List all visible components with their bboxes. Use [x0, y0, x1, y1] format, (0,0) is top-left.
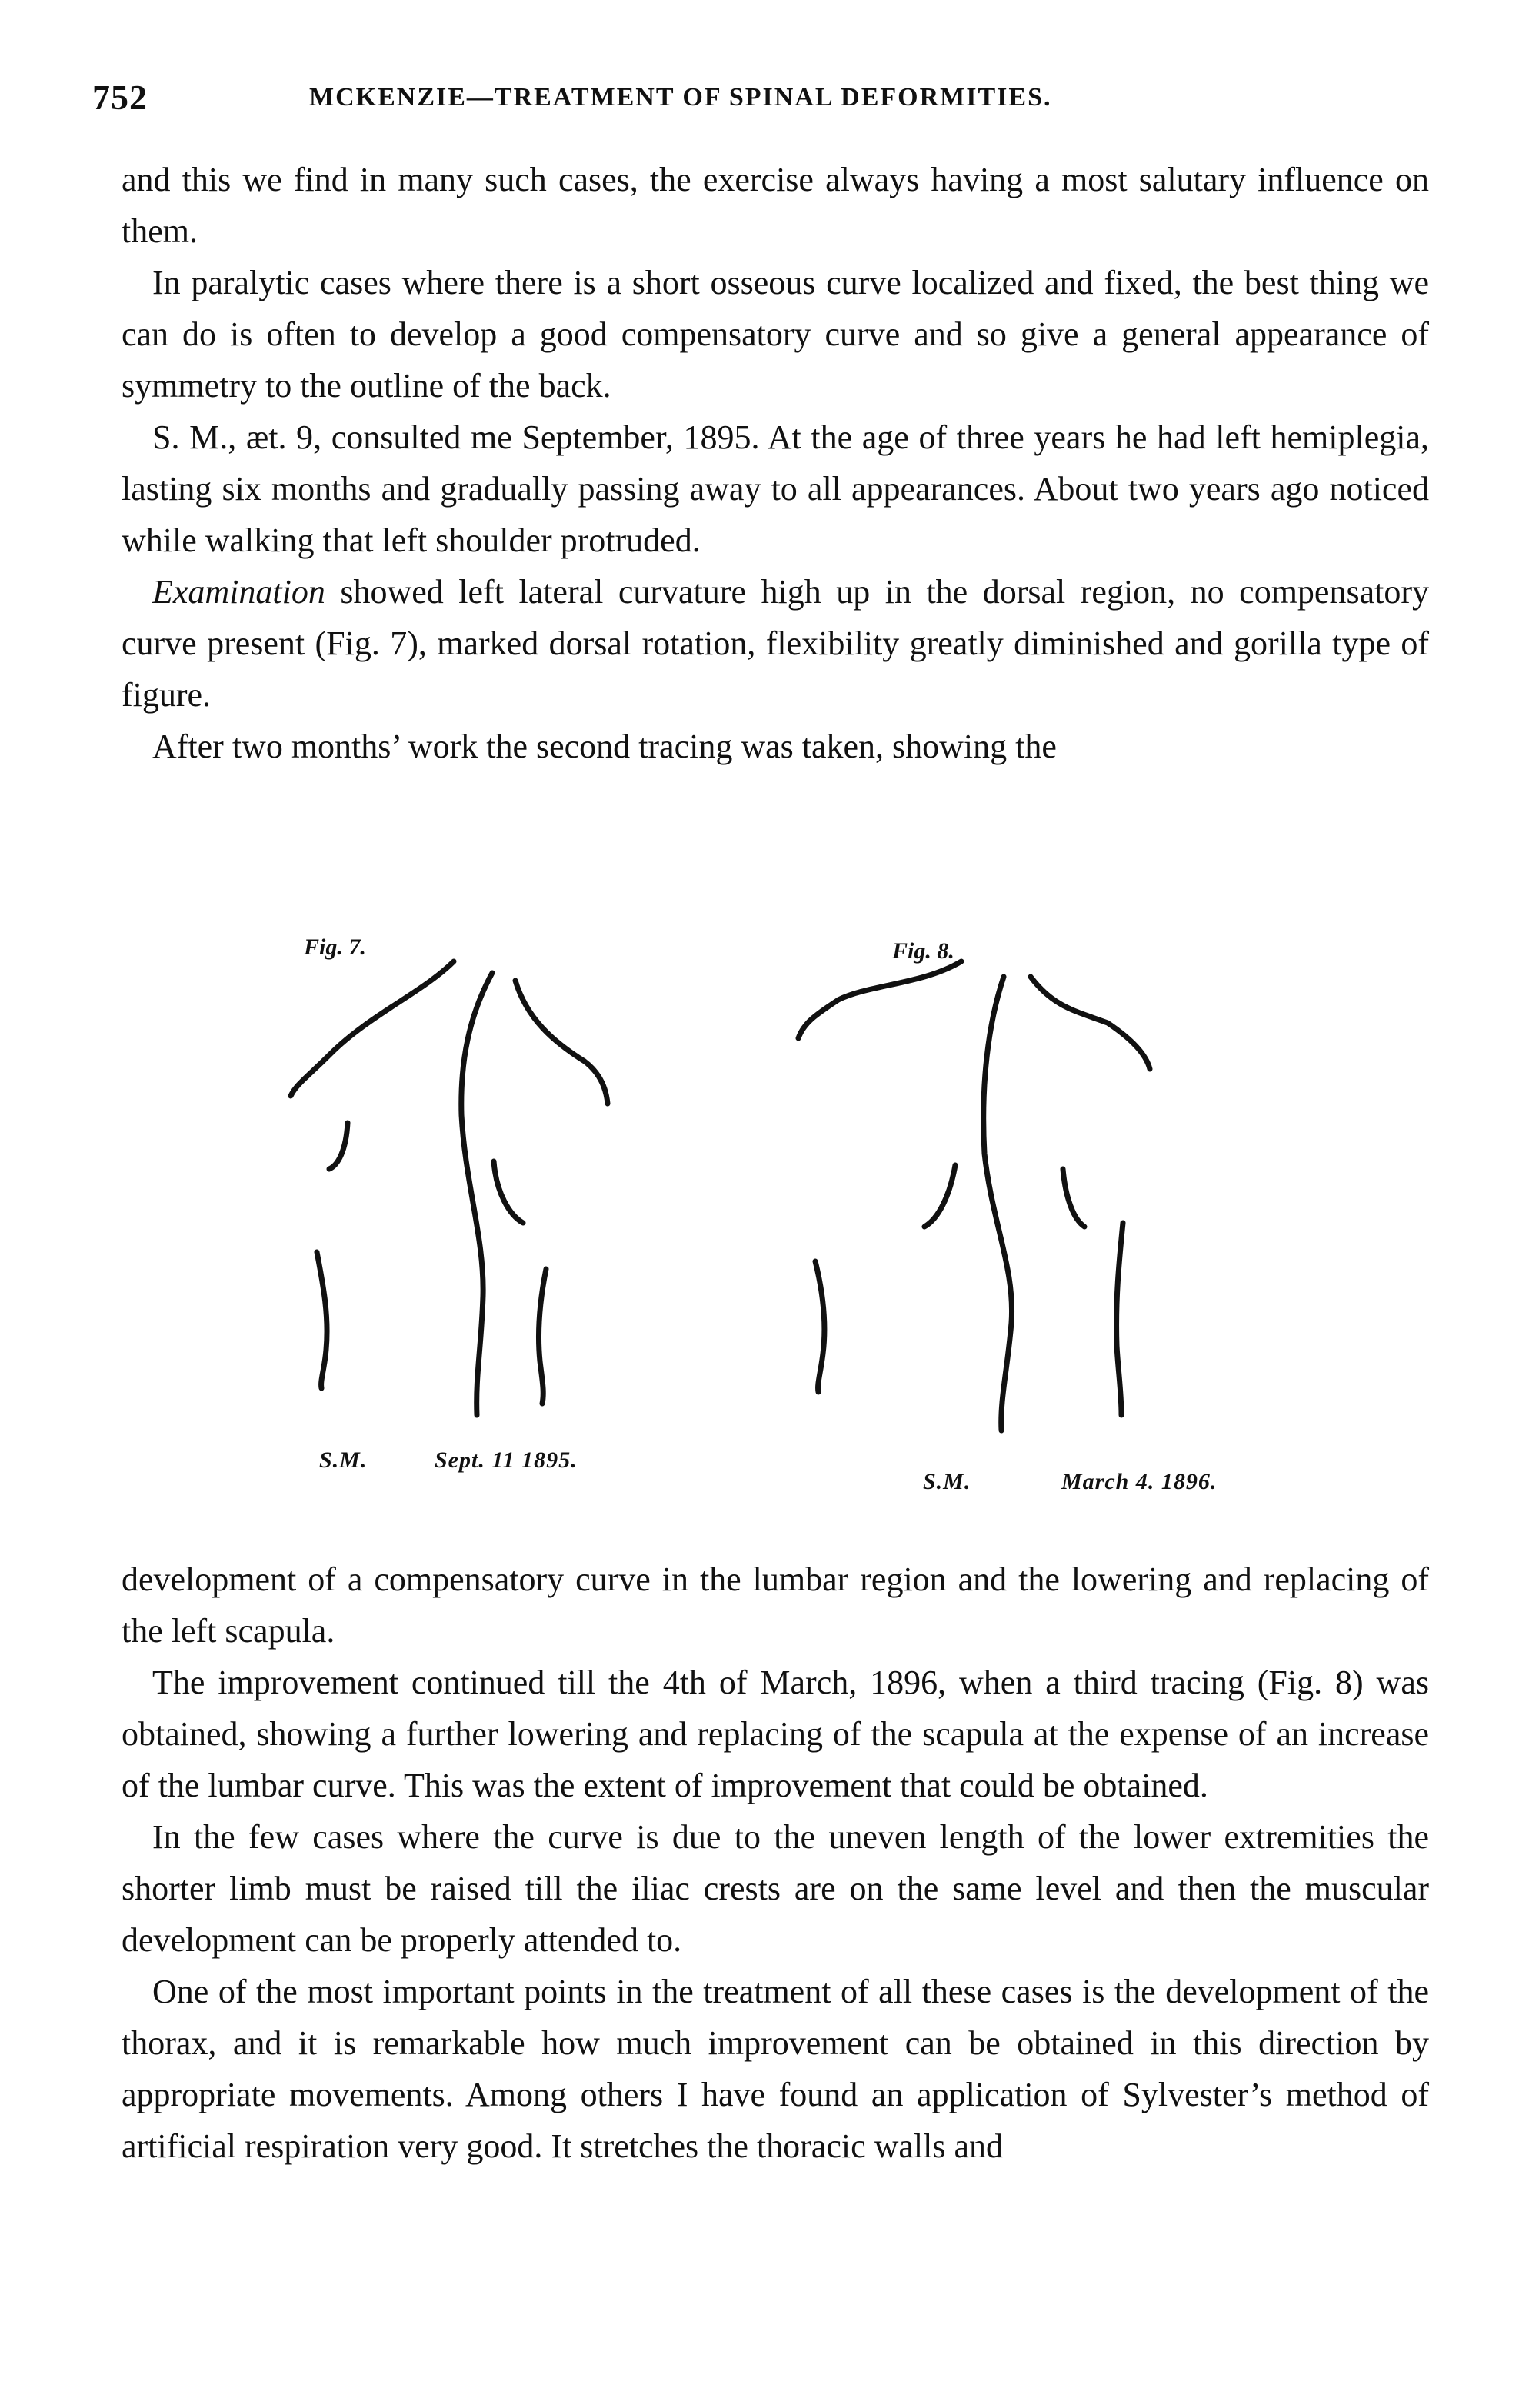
paragraph [122, 566, 1429, 721]
paragraph: One of the most important points in the treatment of all these cases is the development of the thorax, and it is remarkable how much improvement can be obtained in this direction by appropriate movements. Among others I have found an application of Sylvester’s method of artificial respiration very good. It stretches the thoracic walls and [122, 1973, 1429, 2165]
body-text-bottom [122, 1554, 1429, 2172]
paragraph: S. M., æt. 9, consulted me September, 1895. At the age of three years he had left hemiplegia, lasting six months and gradually passing away to all appearances. About two years ago noticed while walking that left shoulder protruded. [122, 418, 1429, 559]
fig7-left-flank [317, 1252, 327, 1388]
fig8-caption-date: March 4. 1896. [1061, 1469, 1218, 1494]
fig7-label: Fig. 7. [304, 934, 366, 960]
figure-tracings [231, 931, 1461, 1530]
running-head [92, 77, 1438, 123]
body-text-top [122, 154, 1429, 772]
fig7-caption-initials: S.M. [319, 1447, 368, 1473]
fig7-right-flank [538, 1269, 546, 1404]
fig7-right-shoulder-outline [515, 981, 608, 1104]
paragraph: In the few cases where the curve is due to the uneven length of the lower extremities the shorter limb must be raised till the iliac crests are on the same level and then the muscular development can be properly attended to. [122, 1818, 1429, 1959]
fig8-left-scapula-mark [924, 1165, 955, 1227]
fig8-label: Fig. 8. [892, 938, 954, 964]
paragraph: and this we find in many such cases, the exercise always having a most salutary influence on them. [122, 161, 1429, 250]
fig7-right-scapula-mark [494, 1161, 523, 1223]
fig8-left-flank [815, 1261, 824, 1392]
paragraph-body: showed left lateral curvature high up in the dorsal region, no compensatory curve present (Fig. 7), marked dorsal rotation, flexibility greatly diminished and gorilla type of figure. [122, 573, 1429, 714]
paragraph-lead: Examination [152, 573, 325, 611]
back-outline-tracings [231, 931, 1461, 1530]
paragraph: The improvement continued till the 4th of March, 1896, when a third tracing (Fig. 8) was obtained, showing a further lowering and replacing of the scapula at the expense of an increase of the lumbar curve. This was the extent of improvement that could be obtained. [122, 1664, 1429, 1804]
fig7-spine-line [461, 973, 492, 1415]
fig7-left-scapula-mark [329, 1123, 348, 1169]
fig7-caption-date: Sept. 11 1895. [435, 1447, 578, 1473]
fig8-right-scapula-mark [1063, 1169, 1084, 1227]
fig8-right-shoulder-outline [1031, 977, 1150, 1069]
running-title: MCKENZIE—TREATMENT OF SPINAL DEFORMITIES. [309, 83, 1052, 112]
paragraph: After two months’ work the second tracing was taken, showing the [152, 728, 1057, 765]
fig8-right-flank [1117, 1223, 1123, 1415]
fig8-left-shoulder-outline [798, 961, 961, 1038]
page-number: 752 [92, 78, 148, 117]
fig7-left-shoulder-outline [291, 961, 454, 1096]
paragraph: In paralytic cases where there is a short osseous curve localized and fixed, the best thing we can do is often to develop a good compensatory curve and so give a general appearance of symmetry to the outline of the back. [122, 264, 1429, 405]
fig8-spine-line [984, 977, 1012, 1430]
fig8-caption-initials: S.M. [923, 1469, 971, 1494]
paragraph: development of a compensatory curve in the lumbar region and the lowering and replacing of the left scapula. [122, 1560, 1429, 1650]
